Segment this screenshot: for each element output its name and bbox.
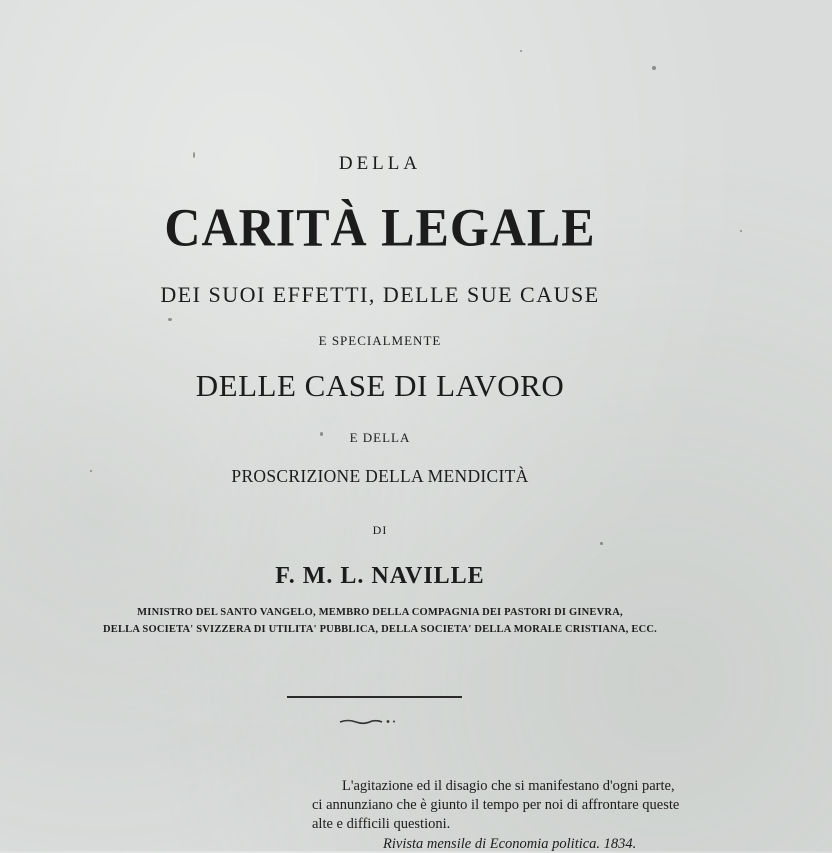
paper-speck	[600, 542, 603, 545]
author-titles-line-1: MINISTRO DEL SANTO VANGELO, MEMBRO DELLA COMPAGNIA DEI PASTORI DI GINEVRA,	[137, 607, 623, 618]
paper-speck	[168, 318, 172, 321]
subtitle: DEI SUOI EFFETTI, DELLE SUE CAUSE	[160, 282, 600, 307]
paper-speck	[652, 66, 656, 70]
subtitle-case-di-lavoro: DELLE CASE DI LAVORO	[195, 368, 565, 403]
subtitle-proscrizione: PROSCRIZIONE DELLA MENDICITÀ	[231, 466, 529, 486]
connector-e-specialmente: E SPECIALMENTE	[318, 333, 442, 348]
heading-della: DELLA	[338, 153, 422, 174]
author-name: F. M. L. NAVILLE	[275, 563, 485, 589]
author-titles-line-2: DELLA SOCIETA' SVIZZERA DI UTILITA' PUBBLICA, DELLA SOCIETA' DELLA MORALE CRISTIANA, ECC.	[102, 624, 657, 635]
epigraph-source: Rivista mensile di Economia politica. 1834.	[383, 836, 637, 852]
connector-e-della: E DELLA	[349, 430, 411, 445]
connector-di: DI	[372, 523, 388, 537]
epigraph-line-1: L'agitazione ed il disagio che si manifestano d'ogni parte,	[342, 778, 675, 794]
main-title: CARITÀ LEGALE	[164, 196, 596, 258]
paper-speck	[520, 50, 522, 52]
epigraph-line-2: ci annunziano che è giunto il tempo per noi di affrontare queste	[312, 797, 680, 813]
epigraph-line-3: alte e difficili questioni.	[312, 816, 451, 832]
divider-rule	[287, 696, 462, 698]
ornament-flourish	[338, 717, 398, 725]
